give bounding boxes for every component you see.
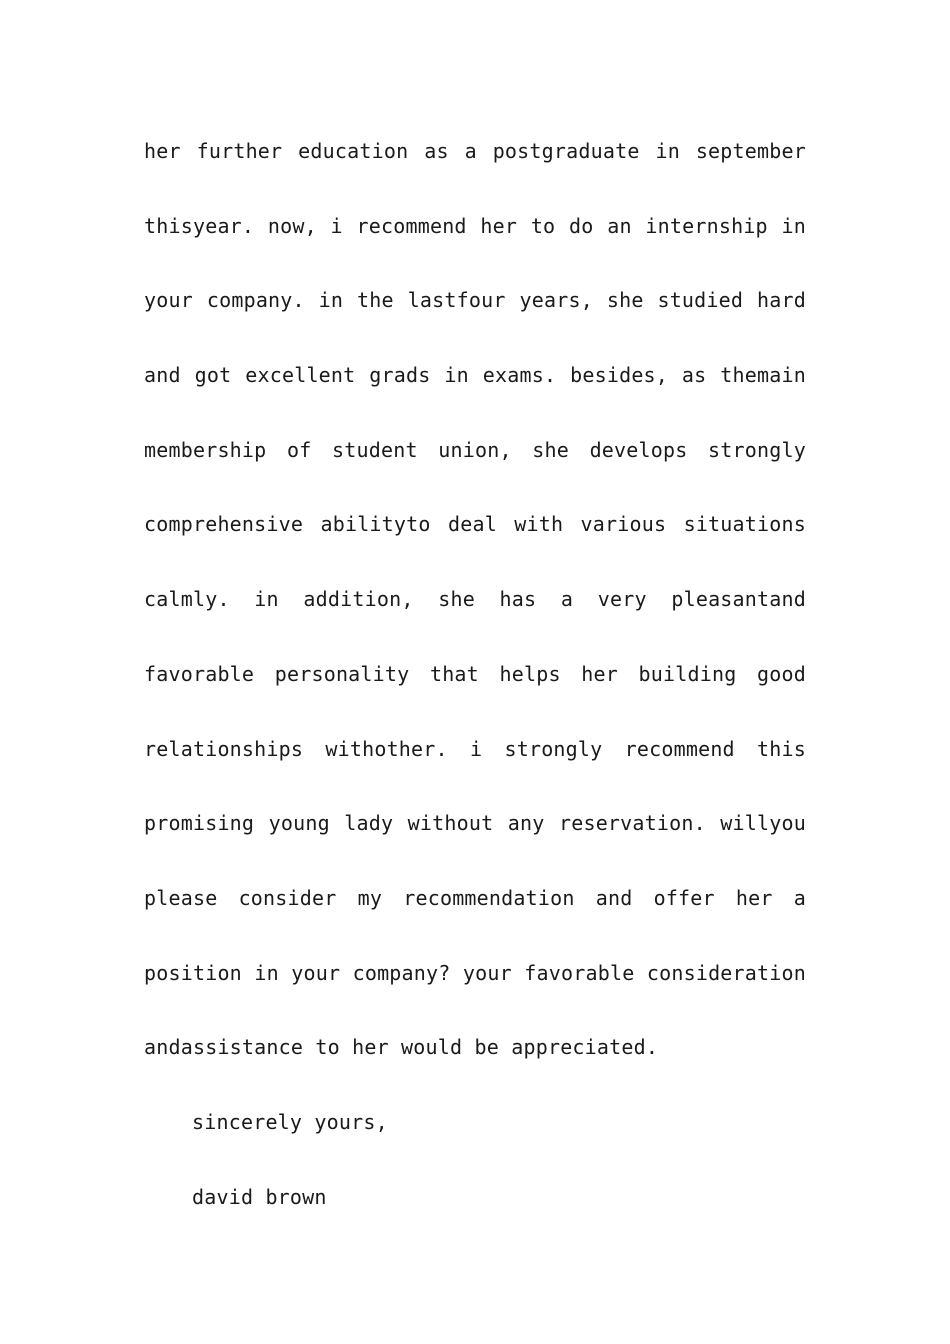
body-line-11: please consider my recommendation and offer her a xyxy=(144,885,806,910)
body-line-13: andassistance to her would be appreciated. xyxy=(144,1035,659,1060)
body-line-2: thisyear. now, i recommend her to do an internship in xyxy=(144,213,806,238)
body-line-10: promising young lady without any reservation. willyou xyxy=(144,811,806,836)
body-line-3: your company. in the lastfour years, she studied hard xyxy=(144,288,806,313)
body-line-6: comprehensive abilityto deal with various situations xyxy=(144,512,806,537)
body-line-1: her further education as a postgraduate in september xyxy=(144,139,806,163)
body-line-12: position in your company? your favorable consideration xyxy=(144,960,806,985)
body-line-7: calmly. in addition, she has a very pleasantand xyxy=(144,587,806,612)
body-line-8: favorable personality that helps her building good xyxy=(144,661,806,686)
letter-body xyxy=(144,114,806,1234)
body-line-4: and got excellent grads in exams. besides, as themain xyxy=(144,363,806,388)
body-line-9: relationships withother. i strongly recommend this xyxy=(144,736,806,761)
signature-name: david brown xyxy=(192,1184,327,1209)
body-line-5: membership of student union, she develops strongly xyxy=(144,437,806,462)
closing-salutation: sincerely yours, xyxy=(192,1109,388,1134)
